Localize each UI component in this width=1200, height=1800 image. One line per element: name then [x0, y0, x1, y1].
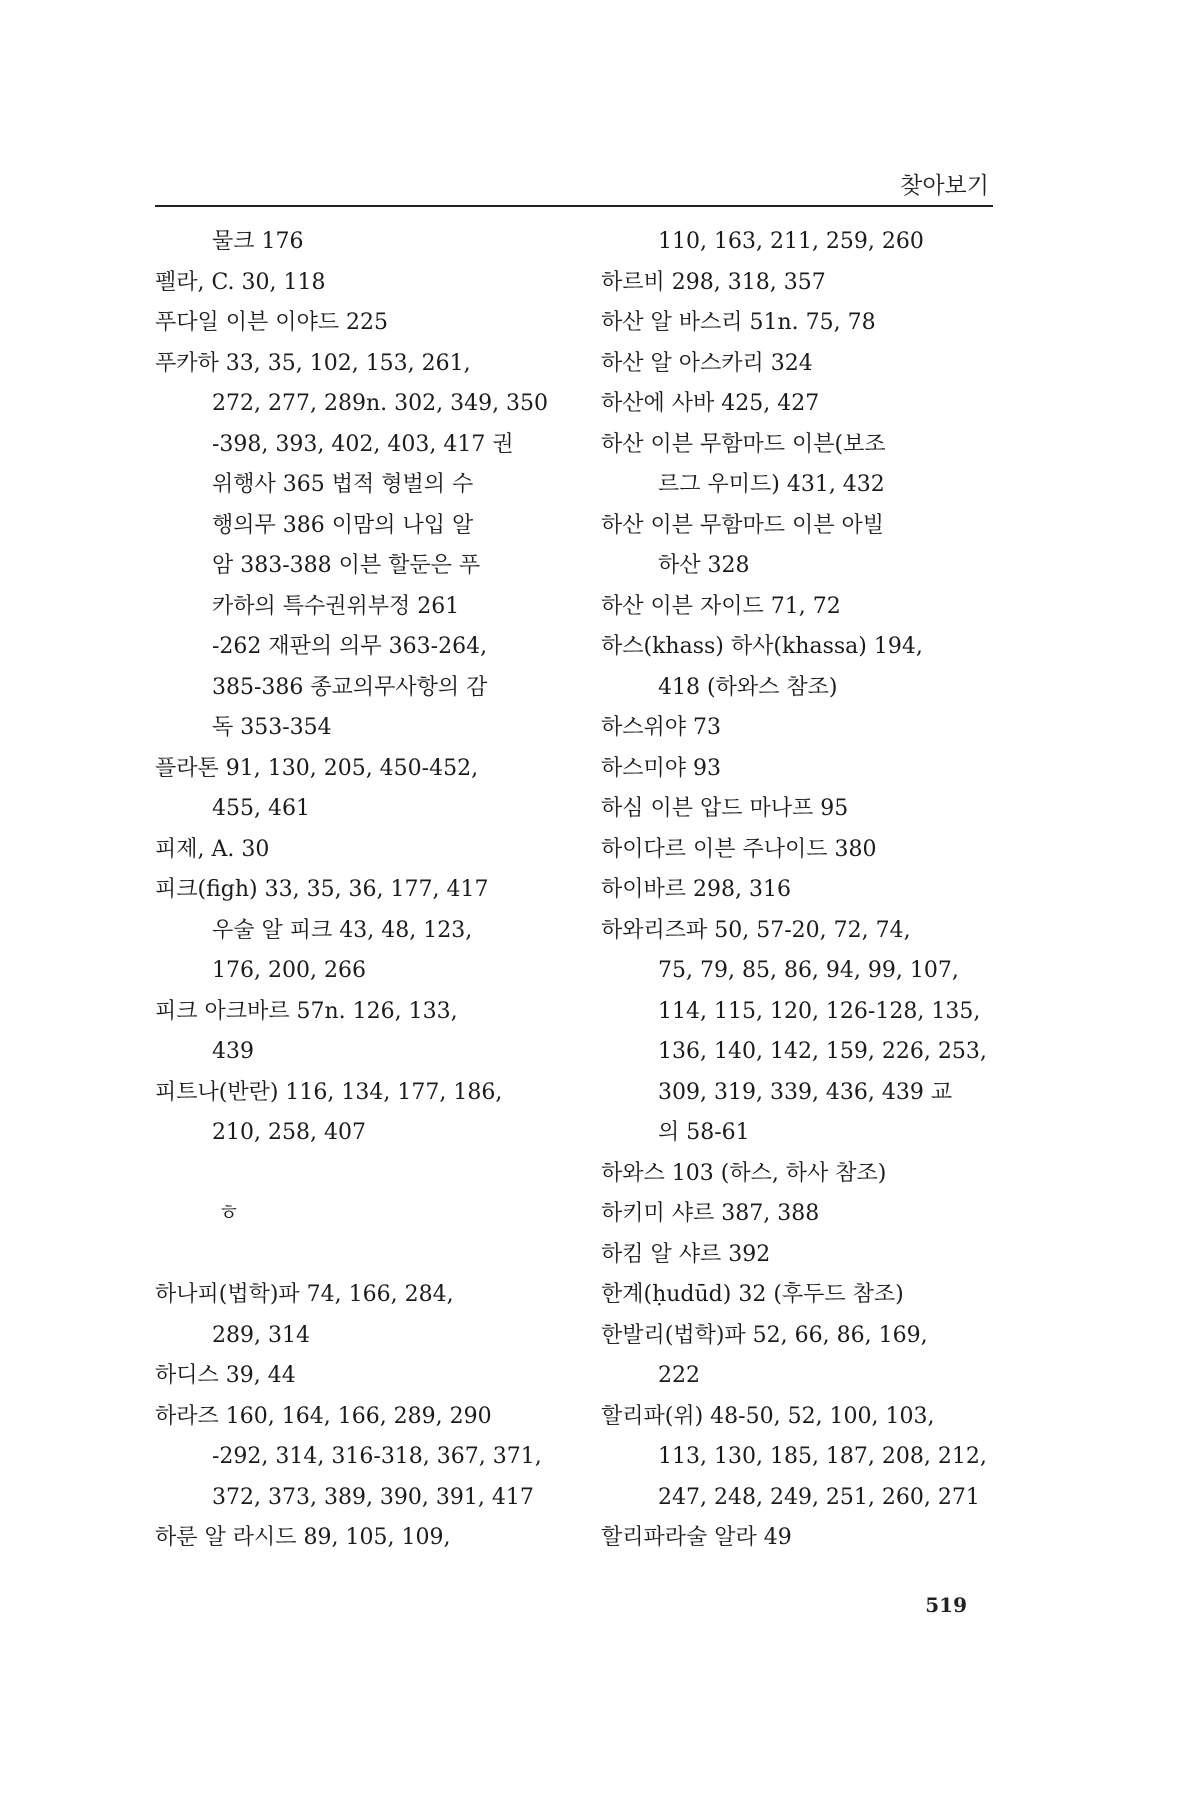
index-entry-continuation: 110, 163, 211, 259, 260	[658, 229, 924, 254]
index-entry: 하키미 샤르 387, 388	[601, 1201, 820, 1226]
index-entry: 하스(khass) 하사(khassa) 194,	[601, 634, 923, 659]
index-entry: 하산 알 아스카리 324	[601, 350, 813, 376]
index-entry-continuation: 독 353-354	[212, 715, 332, 740]
index-entry-continuation: 309, 319, 339, 436, 439 교	[658, 1079, 953, 1105]
index-entry-continuation: -398, 393, 402, 403, 417 권	[212, 431, 514, 457]
index-entry-continuation: 385-386 종교의무사항의 감	[212, 674, 488, 700]
index-entry: 하산에 사바 425, 427	[601, 391, 820, 416]
index-column-right	[601, 222, 1001, 1559]
index-entry-continuation: 르그 우미드) 431, 432	[658, 472, 885, 497]
section-heading: ㅎ	[218, 1201, 240, 1226]
index-entry-continuation: 암 383-388 이븐 할둔은 푸	[212, 553, 481, 578]
index-entry: 하킴 알 샤르 392	[601, 1241, 771, 1267]
index-entry: 하룬 알 라시드 89, 105, 109,	[155, 1525, 451, 1550]
index-entry: 피트나(반란) 116, 134, 177, 186,	[155, 1079, 503, 1105]
index-entry-continuation: 210, 258, 407	[212, 1120, 366, 1145]
index-entry: 푸다일 이븐 이야드 225	[155, 310, 388, 335]
index-entry-continuation: 하산 328	[658, 553, 750, 578]
index-entry: 하와스 103 (하스, 하사 참조)	[601, 1160, 887, 1186]
index-entry: 할리파라술 알라 49	[601, 1525, 792, 1550]
index-entry: 하산 이븐 자이드 71, 72	[601, 593, 841, 619]
index-entry-continuation: 222	[658, 1363, 700, 1388]
index-entry: 하라즈 160, 164, 166, 289, 290	[155, 1403, 492, 1429]
index-entry: 하스미야 93	[601, 755, 721, 781]
blank-line	[155, 1235, 555, 1276]
index-column-left	[155, 222, 555, 1559]
index-entry-continuation: 위행사 365 법적 형벌의 수	[212, 472, 474, 497]
index-entry-continuation: 의 58-61	[658, 1120, 750, 1145]
index-entry: 푸카하 33, 35, 102, 153, 261,	[155, 350, 471, 376]
index-entry-continuation: 372, 373, 389, 390, 391, 417	[212, 1484, 534, 1510]
index-entry-continuation: 176, 200, 266	[212, 958, 366, 983]
index-entry: 피제, A. 30	[155, 836, 270, 862]
index-entry: 하산 알 바스리 51n. 75, 78	[601, 310, 876, 335]
index-entry-continuation: 136, 140, 142, 159, 226, 253,	[658, 1039, 987, 1064]
index-entry-continuation: 우술 알 피크 43, 48, 123,	[212, 917, 473, 943]
index-entry: 하디스 39, 44	[155, 1363, 296, 1388]
index-entry: 하나피(법학)파 74, 166, 284,	[155, 1282, 454, 1307]
index-entry: 하이바르 298, 316	[601, 877, 791, 902]
index-entry: 하르비 298, 318, 357	[601, 269, 826, 295]
index-entry-continuation: 물크 176	[212, 229, 304, 254]
index-entry-continuation: 75, 79, 85, 86, 94, 99, 107,	[658, 958, 959, 983]
index-entry: 피크(figh) 33, 35, 36, 177, 417	[155, 877, 489, 902]
index-entry: 하산 이븐 무함마드 이븐(보조	[601, 431, 886, 457]
running-head: 찾아보기	[900, 173, 989, 199]
index-entry-continuation: 272, 277, 289n. 302, 349, 350	[212, 391, 549, 416]
header-rule	[155, 205, 993, 207]
index-entry-continuation: 439	[212, 1039, 254, 1064]
index-entry: 하산 이븐 무함마드 이븐 아빌	[601, 512, 884, 538]
index-entry: 펠라, C. 30, 118	[155, 269, 326, 295]
index-entry: 플라톤 91, 130, 205, 450-452,	[155, 755, 479, 781]
index-entry: 한계(ḥudūd) 32 (후두드 참조)	[601, 1282, 904, 1307]
index-entry: 할리파(위) 48-50, 52, 100, 103,	[601, 1403, 935, 1429]
index-entry-continuation: 418 (하와스 참조)	[658, 674, 838, 700]
index-entry: 한발리(법학)파 52, 66, 86, 169,	[601, 1322, 928, 1348]
index-entry-continuation: 113, 130, 185, 187, 208, 212,	[658, 1444, 987, 1469]
index-entry-continuation: -292, 314, 316-318, 367, 371,	[212, 1444, 542, 1469]
index-entry: 하스위야 73	[601, 715, 721, 740]
index-entry-continuation: 455, 461	[212, 796, 310, 821]
index-entry-continuation: 289, 314	[212, 1322, 310, 1348]
index-entry-continuation: -262 재판의 의무 363-264,	[212, 634, 488, 659]
index-entry: 하이다르 이븐 주나이드 380	[601, 836, 877, 862]
index-entry: 하와리즈파 50, 57-20, 72, 74,	[601, 917, 911, 943]
index-entry-continuation: 카하의 특수권위부정 261	[212, 593, 460, 619]
blank-line	[155, 1154, 555, 1195]
page-number: 519	[925, 1593, 967, 1617]
index-entry-continuation: 행의무 386 이맘의 나입 알	[212, 512, 474, 538]
index-entry: 하심 이븐 압드 마나프 95	[601, 796, 849, 821]
index-entry-continuation: 247, 248, 249, 251, 260, 271	[658, 1484, 980, 1510]
index-entry-continuation: 114, 115, 120, 126-128, 135,	[658, 998, 981, 1024]
index-entry: 피크 아크바르 57n. 126, 133,	[155, 998, 458, 1024]
